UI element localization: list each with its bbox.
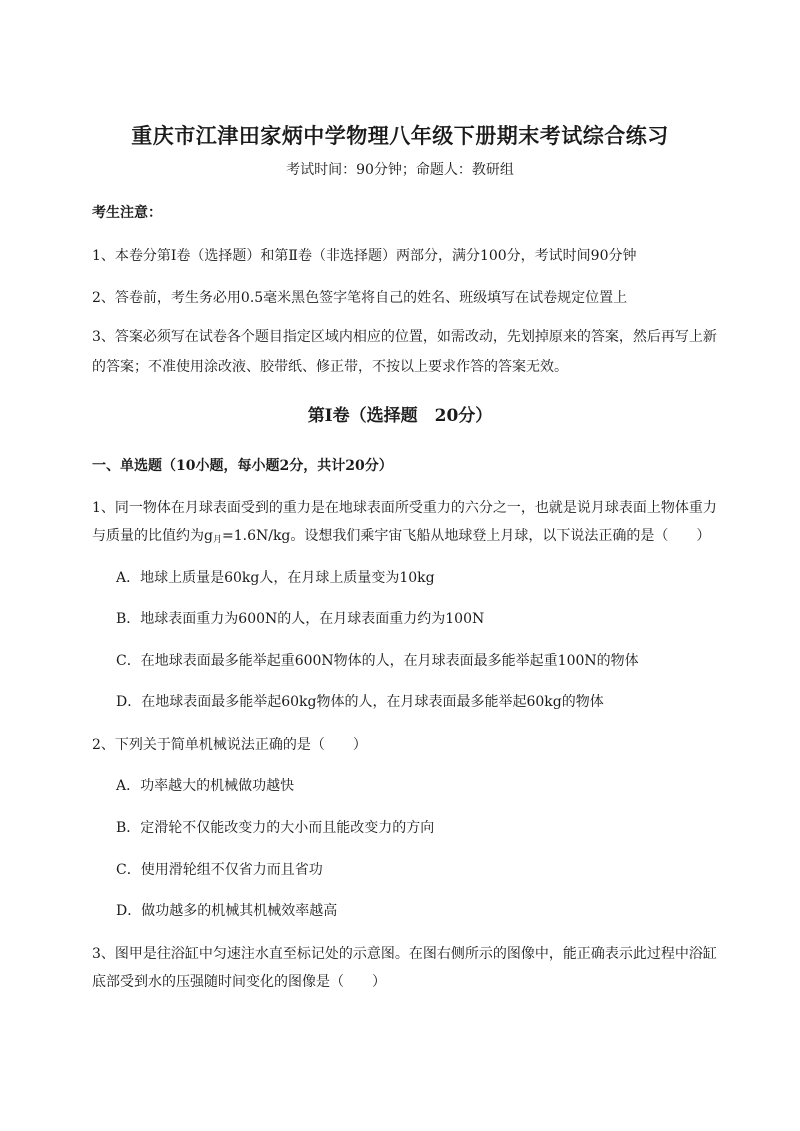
notice-heading: 考生注意：: [92, 205, 162, 221]
section-title: 第I卷（选择题 20分）: [307, 406, 493, 426]
question-1-option-d: D．在地球表面最多能举起60kg物体的人，在月球表面最多能举起60kg的物体: [116, 694, 604, 710]
question-3-stem-line1: 3、图甲是往浴缸中匀速注水直至标记处的示意图。在图右侧所示的图像中，能正确表示此过程中浴缸: [92, 946, 717, 962]
question-1-stem-pre: 与质量的比值约为g: [92, 528, 213, 544]
notice-item: 2、答卷前，考生务必用0.5毫米黑色签字笔将自己的姓名、班级填写在试卷规定位置上: [92, 290, 628, 306]
question-1-stem-line2: [92, 525, 722, 551]
exam-subtitle: 考试时间：90分钟；命题人：教研组: [286, 162, 514, 178]
question-1-stem-line1: 1、同一物体在月球表面受到的重力是在地球表面所受重力的六分之一，也就是说月球表面上物体重力: [92, 500, 717, 516]
question-1-option-c: C．在地球表面最多能举起重600N物体的人，在月球表面最多能举起重100N的物体: [116, 653, 639, 669]
notice-item: 3、答案必须写在试卷各个题目指定区域内相应的位置，如需改动，先划掉原来的答案，然后再写上新的答案；不准使用涂改液、胶带纸、修正带，不按以上要求作答的答案无效。: [92, 329, 717, 375]
question-2-stem: 2、下列关于简单机械说法正确的是（ ）: [92, 737, 367, 753]
question-2-option-b: B．定滑轮不仅能改变力的大小而且能改变力的方向: [116, 820, 435, 836]
question-1-option-b: B．地球表面重力为600N的人，在月球表面重力约为100N: [116, 611, 485, 627]
question-2-option-a: A．功率越大的机械做功越快: [116, 778, 295, 794]
question-2-option-c: C．使用滑轮组不仅省力而且省功: [116, 862, 323, 878]
part-heading: 一、单选题（10小题，每小题2分，共计20分）: [92, 458, 393, 474]
question-1-stem-post: =1.6N/kg。设想我们乘宇宙飞船从地球登上月球，以下说法正确的是（ ）: [221, 528, 711, 544]
exam-title: 重庆市江津田家炳中学物理八年级下册期末考试综合练习: [131, 123, 669, 148]
question-3-stem-line2: 底部受到水的压强随时间变化的图像是（ ）: [92, 974, 386, 990]
question-2-option-d: D．做功越多的机械其机械效率越高: [116, 903, 338, 919]
notice-item: 1、本卷分第I卷（选择题）和第Ⅱ卷（非选择题）两部分，满分100分，考试时间90分钟: [92, 248, 637, 264]
moon-subscript: 月: [212, 535, 222, 545]
question-1-option-a: A．地球上质量是60kg人，在月球上质量变为10kg: [116, 570, 435, 586]
